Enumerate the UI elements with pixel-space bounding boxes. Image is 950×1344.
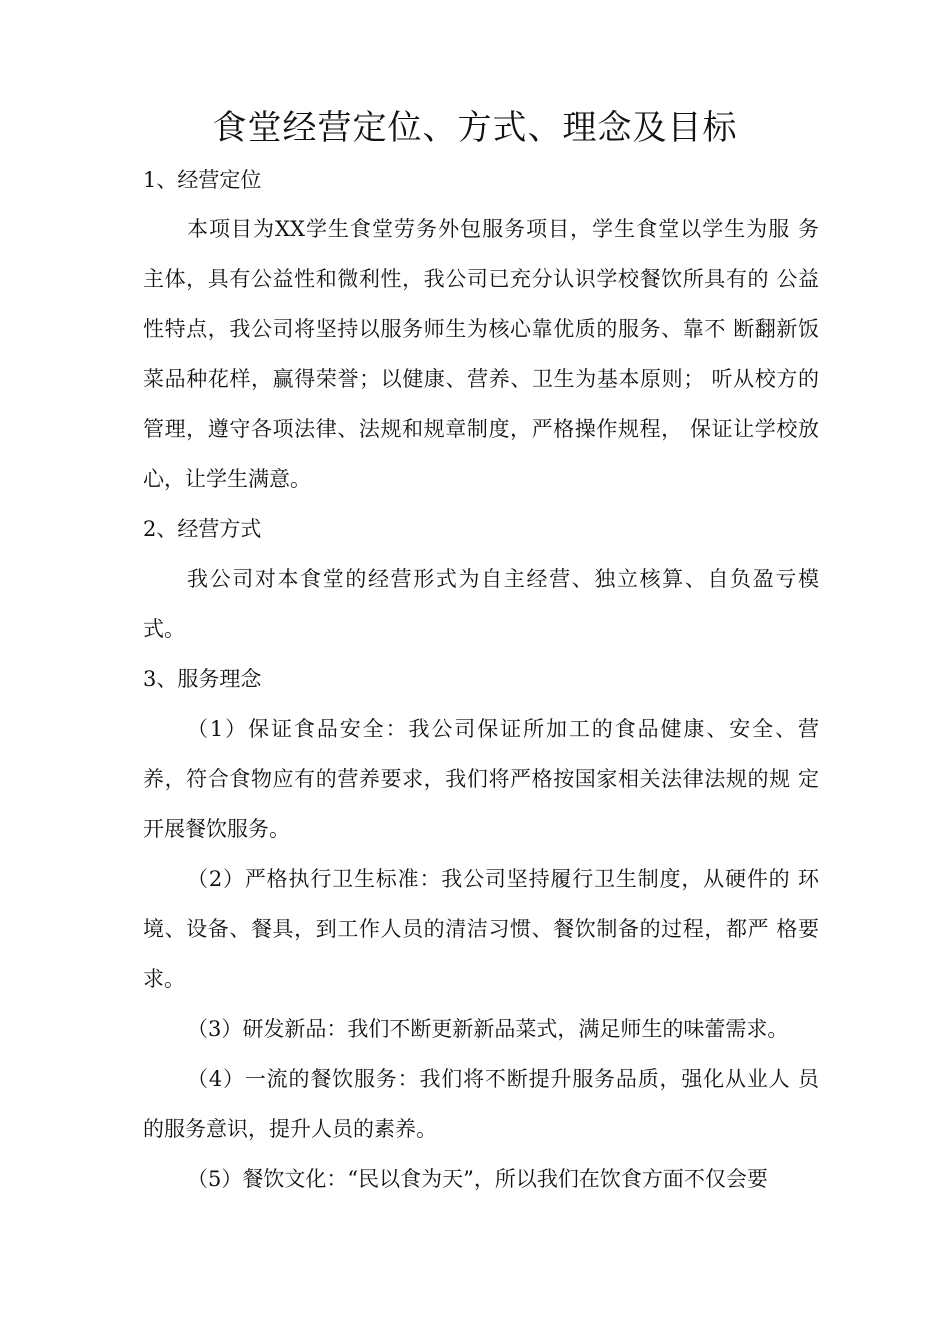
document-title: 食堂经营定位、方式、理念及目标: [212, 108, 738, 148]
paragraph-line: 本项目为XX学生食堂劳务外包服务项目，学生食堂以学生为服 务: [187, 217, 819, 241]
paragraph-line: 主体，具有公益性和微利性，我公司已充分认识学校餐饮所具有的 公益: [143, 267, 819, 291]
list-item-line: （1）保证食品安全：我公司保证所加工的食品健康、安全、营: [187, 717, 819, 741]
list-item-line: 养，符合食物应有的营养要求，我们将严格按国家相关法律法规的规 定: [143, 767, 819, 791]
list-item-line: 求。: [143, 967, 185, 991]
paragraph-line: 性特点，我公司将坚持以服务师生为核心靠优质的服务、靠不 断翻新饭: [143, 317, 819, 341]
paragraph-line: 式。: [143, 617, 185, 641]
section-heading-philosophy: 3、服务理念: [143, 667, 262, 691]
section-heading-positioning: 1、经营定位: [143, 168, 262, 192]
list-item-line: （4）一流的餐饮服务：我们将不断提升服务品质，强化从业人 员: [187, 1067, 819, 1091]
list-item-line: （3）研发新品：我们不断更新新品菜式，满足师生的味蕾需求。: [187, 1017, 789, 1041]
paragraph-line: 心，让学生满意。: [143, 467, 311, 491]
list-item-line: 境、设备、餐具，到工作人员的清洁习惯、餐饮制备的过程，都严 格要: [143, 917, 819, 941]
list-item-line: 的服务意识，提升人员的素养。: [143, 1117, 437, 1141]
paragraph-line: 管理，遵守各项法律、法规和规章制度，严格操作规程， 保证让学校放: [143, 417, 819, 441]
section-heading-method: 2、经营方式: [143, 517, 262, 541]
list-item-line: 开展餐饮服务。: [143, 817, 290, 841]
list-item-line: （5）餐饮文化：“民以食为天”，所以我们在饮食方面不仅会要: [187, 1167, 768, 1191]
paragraph-line: 菜品种花样，赢得荣誉；以健康、营养、卫生为基本原则； 听从校方的: [143, 367, 819, 391]
paragraph-line: 我公司对本食堂的经营形式为自主经营、独立核算、自负盈亏模: [187, 567, 819, 591]
list-item-line: （2）严格执行卫生标准：我公司坚持履行卫生制度，从硬件的 环: [187, 867, 819, 891]
